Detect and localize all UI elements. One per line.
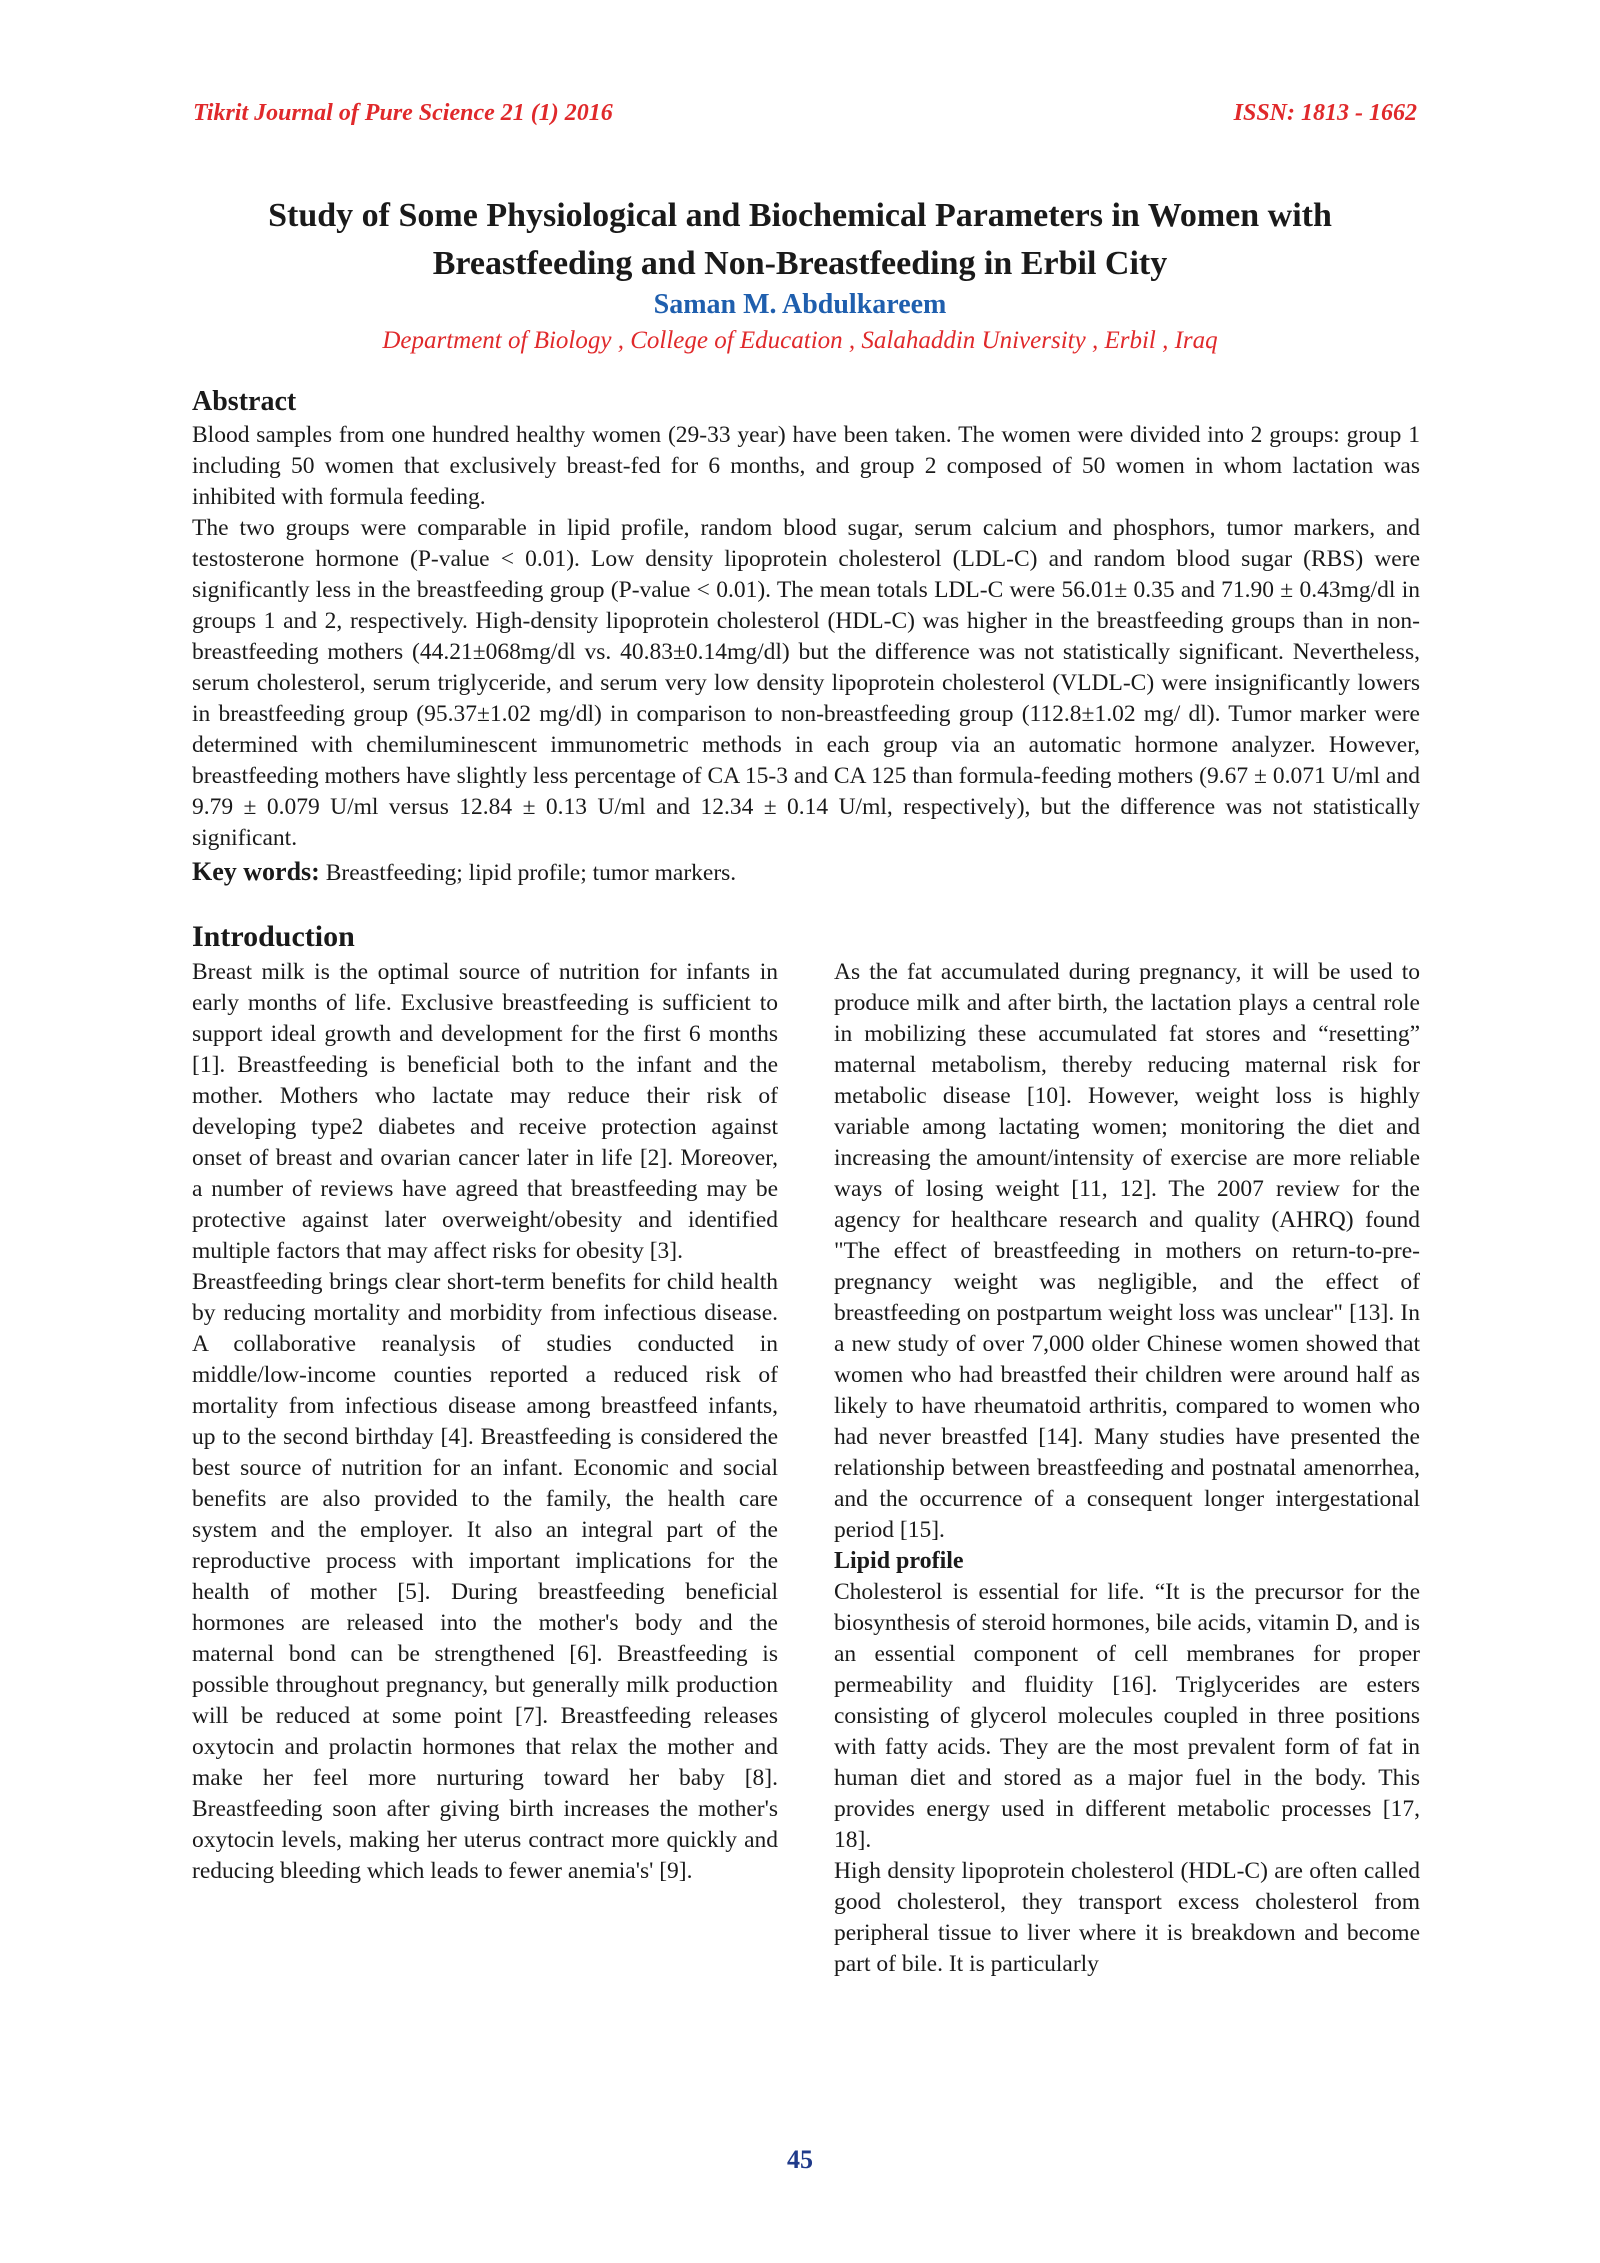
keywords-list: Breastfeeding; lipid profile; tumor markers. xyxy=(319,860,737,886)
lipid-profile-heading: Lipid profile xyxy=(834,1548,964,1574)
title-block xyxy=(160,192,1440,360)
title-line-2: Breastfeeding and Non-Breastfeeding in Erbil City xyxy=(432,245,1168,282)
right-column xyxy=(834,957,1420,1980)
author-name: Saman M. Abdulkareem xyxy=(653,289,947,320)
article-title xyxy=(160,192,1440,288)
keywords xyxy=(192,856,1420,889)
title-line-1: Study of Some Physiological and Biochemical Parameters in Women with xyxy=(268,197,1332,234)
left-column xyxy=(192,957,778,1887)
page-number: 45 xyxy=(787,2145,813,2174)
introduction-heading: Introduction xyxy=(192,920,355,953)
abstract-heading: Abstract xyxy=(192,386,297,417)
issn: ISSN: 1813 - 1662 xyxy=(1233,100,1417,126)
lipid-paragraph-2: High density lipoprotein cholesterol (HDL-C) are often called good cholesterol, they transport excess cholesterol from peripheral tissue to liver where it is breakdown and become part of bile. It is particularly xyxy=(834,1858,1420,1977)
abstract-paragraph-1: Blood samples from one hundred healthy women (29-33 year) have been taken. The women were divided into 2 groups: group 1 including 50 women that exclusively breast-fed for 6 months, and group 2 composed of 50 women in whom lactation was inhibited with formula feeding. xyxy=(192,422,1420,510)
intro-paragraph-2: Breastfeeding brings clear short-term benefits for child health by reducing mortality and morbidity from infectious disease. A collaborative reanalysis of studies conducted in middle/low-income counties reported a reduced risk of mortality from infectious disease among breastfeed infants, up to the second birthday [4]. Breastfeeding is considered the best source of nutrition for an infant. Economic and social benefits are also provided to the family, the health care system and the employer. It also an integral part of the reproductive process with important implications for the health of mother [5]. During breastfeeding beneficial hormones are released into the mother's body and the maternal bond can be strengthened [6]. Breastfeeding is possible throughout pregnancy, but generally milk production will be reduced at some point [7]. Breastfeeding releases oxytocin and prolactin hormones that relax the mother and make her feel more nurturing toward her baby [8]. Breastfeeding soon after giving birth increases the mother's oxytocin levels, making her uterus contract more quickly and reducing bleeding which leads to fewer anemia's' [9]. xyxy=(192,1269,778,1884)
abstract-paragraph-2: The two groups were comparable in lipid profile, random blood sugar, serum calcium and phosphors, tumor markers, and testosterone hormone (P-value < 0.01). Low density lipoprotein cholesterol (LDL-C) and random blood sugar (RBS) were significantly less in the breastfeeding group (P-value < 0.01). The mean totals LDL-C were 56.01± 0.35 and 71.90 ± 0.43mg/dl in groups 1 and 2, respectively. High-density lipoprotein cholesterol (HDL-C) was higher in the breastfeeding groups than in non-breastfeeding mothers (44.21±068mg/dl vs. 40.83±0.14mg/dl) but the difference was not statistically significant. Nevertheless, serum cholesterol, serum triglyceride, and serum very low density lipoprotein cholesterol (VLDL-C) were insignificantly lowers in breastfeeding group (95.37±1.02 mg/dl) in comparison to non-breastfeeding group (112.8±1.02 mg/ dl). Tumor marker were determined with chemiluminescent immunometric methods in each group via an automatic hormone analyzer. However, breastfeeding mothers have slightly less percentage of CA 15-3 and CA 125 than formula-feeding mothers (9.67 ± 0.071 U/ml and 9.79 ± 0.079 U/ml versus 12.84 ± 0.13 U/ml and 12.34 ± 0.14 U/ml, respectively), but the difference was not statistically significant. xyxy=(192,515,1420,851)
journal-name: Tikrit Journal of Pure Science 21 (1) 2016 xyxy=(193,100,613,126)
keywords-label: Key words: xyxy=(192,857,320,886)
intro-paragraph-3: As the fat accumulated during pregnancy, it will be used to produce milk and after birth, the lactation plays a central role in mobilizing these accumulated fat stores and “resetting” maternal metabolism, thereby reducing maternal risk for metabolic disease [10]. However, weight loss is highly variable among lactating women; monitoring the diet and increasing the amount/intensity of exercise are more reliable ways of losing weight [11, 12]. The 2007 review for the agency for healthcare research and quality (AHRQ) found "The effect of breastfeeding in mothers on return-to-pre-pregnancy weight was negligible, and the effect of breastfeeding on postpartum weight loss was unclear" [13]. In a new study of over 7,000 older Chinese women showed that women who had breastfed their children were around half as likely to have rheumatoid arthritis, compared to women who had never breastfed [14]. Many studies have presented the relationship between breastfeeding and postnatal amenorrhea, and the occurrence of a consequent longer intergestational period [15]. xyxy=(834,959,1420,1543)
running-header xyxy=(193,100,1417,127)
intro-paragraph-1: Breast milk is the optimal source of nutrition for infants in early months of life. Exclusive breastfeeding is sufficient to support ideal growth and development for the first 6 months [1]. Breastfeeding is beneficial both to the infant and the mother. Mothers who lactate may reduce their risk of developing type2 diabetes and receive protection against onset of breast and ovarian cancer later in life [2]. Moreover, a number of reviews have agreed that breastfeeding may be protective against later overweight/obesity and identified multiple factors that may affect risks for obesity [3]. xyxy=(192,959,778,1264)
author-affiliation: Department of Biology , College of Education , Salahaddin University , Erbil , Iraq xyxy=(382,327,1218,354)
abstract-section xyxy=(192,384,1420,889)
lipid-paragraph-1: Cholesterol is essential for life. “It is the precursor for the biosynthesis of steroid hormones, bile acids, vitamin D, and is an essential component of cell membranes for proper permeability and fluidity [16]. Triglycerides are esters consisting of glycerol molecules coupled in three positions with fatty acids. They are the most prevalent form of fat in human diet and stored as a major fuel in the body. This provides energy used in different metabolic processes [17, 18]. xyxy=(834,1579,1420,1853)
